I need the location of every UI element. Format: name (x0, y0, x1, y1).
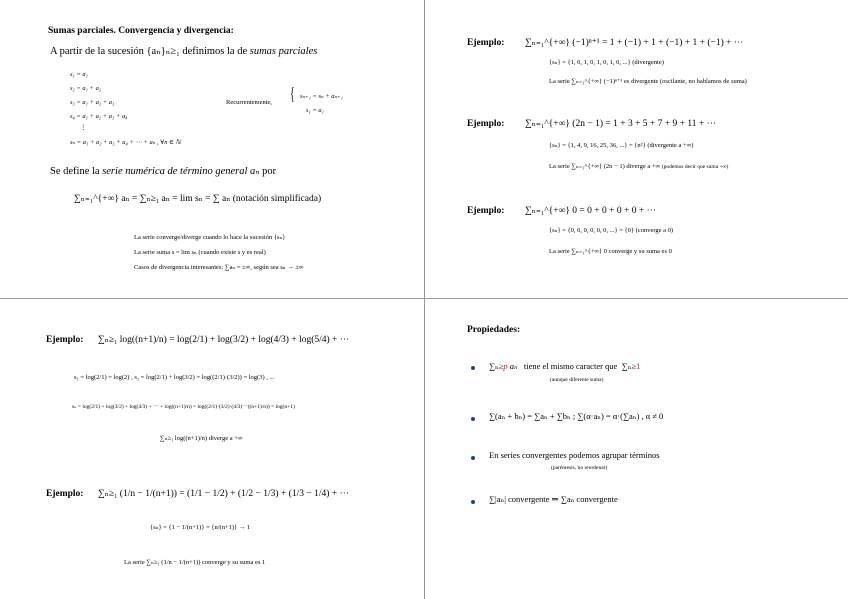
example1-label: Ejemplo: (467, 38, 505, 48)
example4-general-sum: sₙ = log(2/1) + log(3/2) + log(4/3) + ⋯ + log((n+1)/n) = log((2/1)·(3/2)·(4/3)⋯((n+1)/n)) = log(n+1) (72, 404, 295, 410)
example2-label: Ejemplo: (467, 119, 505, 129)
slide1-intro (50, 46, 317, 58)
example5-partial-sums: {sₙ} = {1 − 1/(n+1)} = {n/(n+1)} → 1 (150, 524, 251, 531)
property-linearity: ∑(aₙ + bₙ) = ∑aₙ + ∑bₙ ; ∑(α·aₙ) = α·(∑aₙ) , α ≠ 0 (489, 411, 664, 421)
series-definition (50, 166, 276, 178)
recursive-brace: { (290, 86, 295, 106)
example4-formula: ∑ₙ≥₁ log((n+1)/n) = log(2/1) + log(3/2) + log(4/3) + log(5/4) + ⋯ (98, 335, 350, 345)
property-tail-sum-b: ∑ₙ≥ (621, 361, 636, 371)
example2-conclusion-text: La serie ∑ₙ₌₁^{+∞} (2n − 1) diverge a +∞ (549, 163, 661, 170)
series-definition-term: aₙ (250, 166, 260, 177)
series-definition-emph: serie numérica de término general (102, 166, 248, 177)
recursive-formula-1: sₙ₊₁ = sₙ + aₙ₊₁ (300, 93, 343, 100)
bullet-icon (471, 500, 475, 504)
slide1-intro-prefix: A partir de la sucesión {aₙ}ₙ≥₁ definimos la de (50, 46, 250, 57)
example3-conclusion: La serie ∑ₙ₌₁^{+∞} 0 converge y su suma es 0 (549, 248, 672, 255)
slide1-title: Sumas parciales. Convergencia y divergencia: (48, 26, 234, 36)
slide1-intro-emph: sumas parciales (249, 46, 318, 57)
partial-sum-n: sₙ = a₁ + a₂ + a₃ + a₄ + ⋯ + aₙ , ∀n ∈ ℕ (70, 139, 181, 146)
example1-formula: ∑ₙ₌₁^{+∞} (−1)ⁿ⁺¹ = 1 + (−1) + 1 + (−1) + 1 + (−1) + ⋯ (525, 38, 744, 48)
bullet-icon (471, 366, 475, 370)
property-tail-sum (489, 362, 640, 372)
example2-conclusion-note: (podemos decir que suma +∞) (661, 164, 729, 170)
example3-partial-sums: {sₙ} = {0, 0, 0, 0, 0, 0, ...} = {0} (converge a 0) (549, 227, 674, 234)
property-tail-sum-one: 1 (635, 361, 641, 371)
bullet-icon (471, 417, 475, 421)
property-grouping-note: (paréntesis, no reordenar) (551, 465, 608, 471)
example5-formula: ∑ₙ≥₁ (1/n − 1/(n+1)) = (1/1 − 1/2) + (1/2 − 1/3) + (1/3 − 1/4) + ⋯ (98, 489, 350, 499)
slide-examples-basic (425, 0, 848, 298)
property-tail-sum-term: aₙ (509, 361, 518, 371)
example4-label: Ejemplo: (46, 335, 84, 345)
property-absolute-convergence: ∑|aₙ| convergente ⇒ ∑aₙ convergente (489, 494, 618, 504)
example3-label: Ejemplo: (467, 206, 505, 216)
example3-formula: ∑ₙ₌₁^{+∞} 0 = 0 + 0 + 0 + 0 + ⋯ (525, 206, 657, 216)
example2-formula: ∑ₙ₌₁^{+∞} (2n − 1) = 1 + 3 + 5 + 7 + 9 + 11 + ⋯ (525, 119, 717, 129)
property-grouping: En series convergentes podemos agrupar términos (489, 450, 660, 460)
slide-partial-sums (0, 0, 424, 298)
recursive-label: Recurrentemente, (226, 99, 273, 106)
property-tail-sum-a: ∑ₙ≥ (489, 361, 504, 371)
note-converge: La serie converge/diverge cuando lo hace la sucesión {sₙ} (134, 234, 286, 241)
slide-properties (425, 299, 848, 599)
partial-sum-4: s₄ = a₁ + a₂ + a₃ + a₄ (70, 113, 128, 120)
example5-label: Ejemplo: (46, 489, 84, 499)
example2-conclusion (549, 163, 728, 170)
example5-conclusion: La serie ∑ₙ≥₁ (1/n − 1/(n+1)) converge y su suma es 1 (124, 559, 266, 566)
property-tail-sum-note: (aunque diferente suma) (550, 377, 604, 383)
example4-first-sums: s₁ = log(2/1) = log(2) , s₂ = log(2/1) + log(3/2) = log((2/1)·(3/2)) = log(3) , ... (74, 374, 275, 381)
series-notation-formula: ∑ₙ₌₁^{+∞} aₙ = ∑ₙ≥₁ aₙ = lim sₙ = ∑ aₙ (notación simplificada) (74, 194, 322, 204)
bullet-icon (471, 456, 475, 460)
example2-partial-sums: {sₙ} = {1, 4, 9, 16, 25, 36, ...} = {n²} (divergente a +∞) (549, 142, 694, 149)
series-definition-prefix: Se define la (50, 166, 103, 177)
property-tail-sum-p: p (503, 361, 508, 371)
example1-conclusion: La serie ∑ₙ₌₁^{+∞} (−1)ⁿ⁺¹ es divergente (oscilante, no hablamos de suma) (549, 78, 747, 85)
property-tail-sum-text: tiene el mismo caracter que (523, 361, 618, 371)
note-sum: La serie suma s = lim sₙ (cuando existe s y es real) (134, 249, 266, 256)
slide-examples-telescoping (0, 299, 424, 599)
properties-title: Propiedades: (467, 325, 521, 335)
partial-sum-1: s₁ = a₁ (70, 71, 88, 78)
recursive-formula-2: s₁ = a₁ (306, 107, 324, 114)
partial-sum-ellipsis: ⋮ (80, 124, 87, 131)
note-divergence: Casos de divergencia interesantes: ∑aₙ = ±∞, según sea sₙ → ±∞ (134, 264, 304, 271)
series-definition-suffix: por (262, 166, 277, 177)
partial-sum-2: s₂ = a₁ + a₂ (70, 85, 102, 92)
example1-partial-sums: {sₙ} = {1, 0, 1, 0, 1, 0, 1, 0, ...} (divergente) (549, 59, 664, 66)
example4-conclusion: ∑ₙ≥₁ log((n+1)/n) diverge a +∞ (160, 435, 243, 442)
partial-sum-3: s₃ = a₁ + a₂ + a₃ (70, 99, 115, 106)
